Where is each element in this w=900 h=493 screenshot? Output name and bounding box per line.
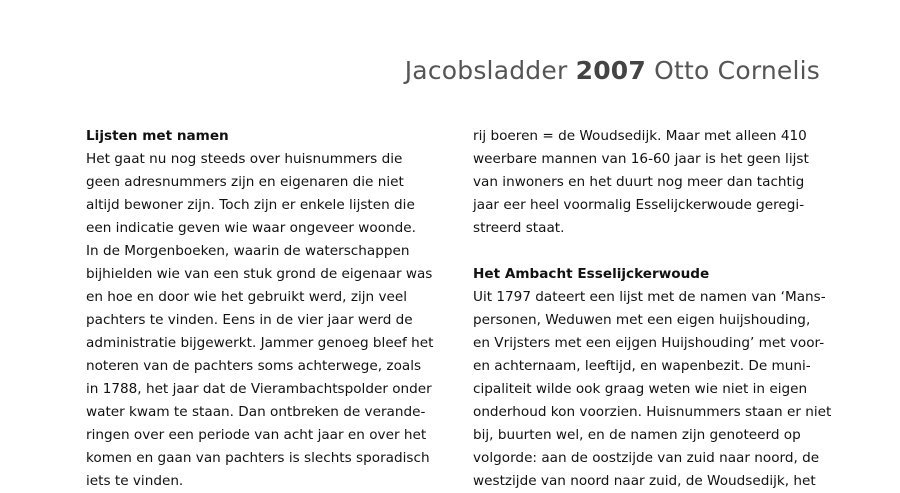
header-title: Jacobsladder — [404, 56, 568, 85]
body-line: en achternaam, leeftijd, en wapenbezit. De muni- — [473, 358, 811, 374]
body-line: personen, Weduwen met een eigen huijshouding, — [473, 312, 811, 328]
body-line: en Vrijsters met een eijgen Huijshouding’ met voor- — [473, 335, 825, 351]
right-column — [473, 125, 832, 493]
body-line: in 1788, het jaar dat de Vierambachtspolder onder — [86, 381, 432, 397]
body-line: weerbare mannen van 16-60 jaar is het geen lijst — [473, 151, 809, 167]
body-line: administratie bijgewerkt. Jammer genoeg bleef het — [86, 335, 434, 351]
page-header — [405, 56, 820, 85]
body-line: volgorde: aan de oostzijde van zuid naar noord, de — [473, 450, 820, 466]
body-line: komen en gaan van pachters is slechts sporadisch — [86, 450, 430, 466]
body-line: ringen over een periode van acht jaar en over het — [86, 427, 427, 443]
body-line: Uit 1797 dateert een lijst met de namen van ‘Mans- — [473, 289, 826, 305]
body-line: Het gaat nu nog steeds over huisnummers die — [86, 151, 403, 167]
body-line: streerd staat. — [473, 220, 565, 236]
body-line: In de Morgenboeken, waarin de waterschappen — [86, 243, 410, 259]
body-line: en hoe en door wie het gebruikt werd, zijn veel — [86, 289, 407, 305]
header-year: 2007 — [575, 56, 646, 85]
body-line: pachters te vinden. Eens in de vier jaar werd de — [86, 312, 413, 328]
body-line: bijhielden wie van een stuk grond de eigenaar was — [86, 266, 433, 282]
section-heading-ambacht: Het Ambacht Esselijckerwoude — [473, 266, 710, 282]
body-line: cipaliteit wilde ook graag weten wie niet in eigen — [473, 381, 808, 397]
body-line: iets te vinden. — [86, 473, 184, 489]
paragraph-gap — [473, 240, 828, 263]
body-line: een indicatie geven wie waar ongeveer woonde. — [86, 220, 416, 236]
section-heading-lijsten: Lijsten met namen — [86, 128, 229, 144]
left-column — [86, 125, 436, 493]
body-line: geen adresnummers zijn en eigenaren die niet — [86, 174, 404, 190]
body-line: water kwam te staan. Dan ontbreken de verande- — [86, 404, 426, 420]
body-line: rij boeren = de Woudsedijk. Maar met alleen 410 — [473, 128, 807, 144]
body-line: van inwoners en het duurt nog meer dan tachtig — [473, 174, 805, 190]
body-line: westzijde van noord naar zuid, de Woudsedijk, het — [473, 473, 816, 489]
body-line: noteren van de pachters soms achterwege, zoals — [86, 358, 422, 374]
header-author: Otto Cornelis — [654, 56, 820, 85]
body-line: altijd bewoner zijn. Toch zijn er enkele lijsten die — [86, 197, 415, 213]
body-line: onderhoud kon voorzien. Huisnummers staan er niet — [473, 404, 832, 420]
body-line: jaar eer heel voormalig Esselijckerwoude geregi- — [473, 197, 805, 213]
body-line: bij, buurten wel, en de namen zijn genoteerd op — [473, 427, 801, 443]
